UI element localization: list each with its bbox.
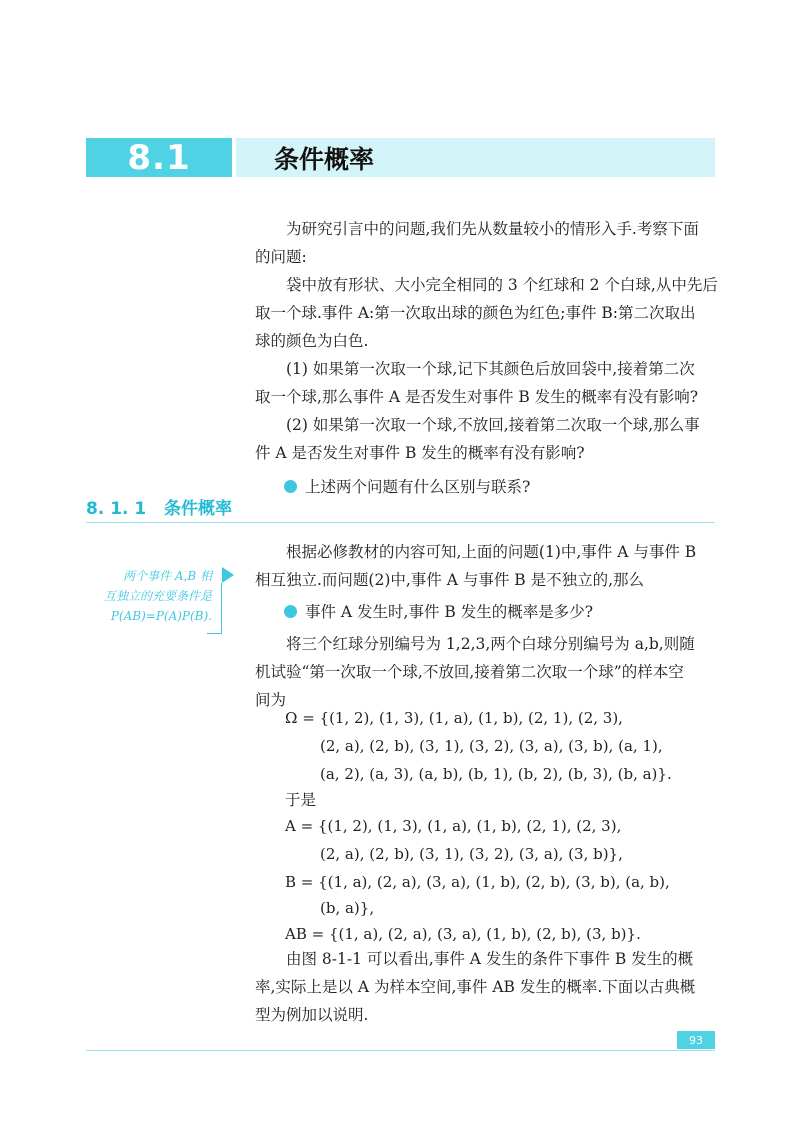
intro-p2c: 球的颜色为白色. (255, 332, 369, 350)
margin-note-line2: 互独立的充要条件是 (103, 589, 212, 603)
intro-p1b: 的问题: (255, 248, 307, 266)
note-arrow-icon (222, 567, 234, 583)
intro-p2b: 取一个球.事件 A:第一次取出球的颜色为红色;事件 B:第二次取出 (255, 304, 696, 322)
bullet-icon (284, 605, 297, 618)
subsection-title: 8. 1. 1 条件概率 (86, 499, 232, 519)
page-number: 93 (677, 1031, 715, 1049)
body-p7a: 由图 8-1-1 可以看出,事件 A 发生的条件下事件 B 发生的概 (286, 950, 694, 968)
intro-p3b: 取一个球,那么事件 A 是否发生对事件 B 发生的概率有没有影响? (255, 388, 699, 406)
margin-note-line3: P(AB)=P(A)P(B). (110, 609, 212, 623)
set-b-line2: (b, a)}, (320, 899, 375, 917)
intro-p4a: (2) 如果第一次取一个球,不放回,接着第二次取一个球,那么事 (286, 416, 700, 434)
body-p7b: 率,实际上是以 A 为样本空间,事件 AB 发生的概率.下面以古典概 (255, 978, 696, 996)
body-p6b: 机试验“第一次取一个球,不放回,接着第二次取一个球”的样本空 (255, 663, 684, 681)
margin-note-line1: 两个事件 A,B 相 (123, 569, 212, 583)
margin-note (82, 566, 212, 626)
set-a-line2: (2, a), (2, b), (3, 1), (3, 2), (3, a), (3, b)}, (320, 845, 623, 863)
footer-rule (86, 1050, 715, 1051)
note-bracket (221, 583, 222, 633)
omega-line1: Ω = {(1, 2), (1, 3), (1, a), (1, b), (2, 1), (2, 3), (285, 709, 623, 727)
set-ab: AB = {(1, a), (2, a), (3, a), (1, b), (2, b), (3, b)}. (285, 925, 641, 943)
yushi-text: 于是 (285, 791, 317, 809)
omega-line3: (a, 2), (a, 3), (a, b), (b, 1), (b, 2), (b, 3), (b, a)}. (320, 765, 672, 783)
body-block (255, 538, 725, 714)
closing-block (255, 945, 725, 1029)
body-question2: 事件 A 发生时,事件 B 发生的概率是多少? (255, 598, 725, 626)
intro-p2a: 袋中放有形状、大小完全相同的 3 个红球和 2 个白球,从中先后 (286, 276, 718, 294)
section-number: 8.1 (86, 138, 232, 177)
body-p6a: 将三个红球分别编号为 1,2,3,两个白球分别编号为 a,b,则随 (286, 635, 695, 653)
intro-block (255, 215, 725, 501)
omega-line2: (2, a), (2, b), (3, 1), (3, 2), (3, a), (3, b), (a, 1), (320, 737, 663, 755)
body-p6c: 间为 (255, 691, 287, 709)
section-title: 条件概率 (236, 138, 715, 177)
intro-p4b: 件 A 是否发生对事件 B 发生的概率有没有影响? (255, 444, 585, 462)
bullet-icon (284, 480, 297, 493)
intro-p1: 为研究引言中的问题,我们先从数量较小的情形入手.考察下面 (286, 220, 699, 238)
intro-question: 上述两个问题有什么区别与联系? (255, 473, 725, 501)
body-p7c: 型为例加以说明. (255, 1006, 369, 1024)
set-b-line1: B = {(1, a), (2, a), (3, a), (1, b), (2, b), (3, b), (a, b), (285, 873, 670, 891)
subsection-rule (86, 522, 715, 523)
set-a-line1: A = {(1, 2), (1, 3), (1, a), (1, b), (2, 1), (2, 3), (285, 817, 622, 835)
intro-p3a: (1) 如果第一次取一个球,记下其颜色后放回袋中,接着第二次 (286, 360, 695, 378)
body-p5b: 相互独立.而问题(2)中,事件 A 与事件 B 是不独立的,那么 (255, 571, 645, 589)
note-bracket-foot (207, 633, 222, 634)
body-p5a: 根据必修教材的内容可知,上面的问题(1)中,事件 A 与事件 B (286, 543, 697, 561)
